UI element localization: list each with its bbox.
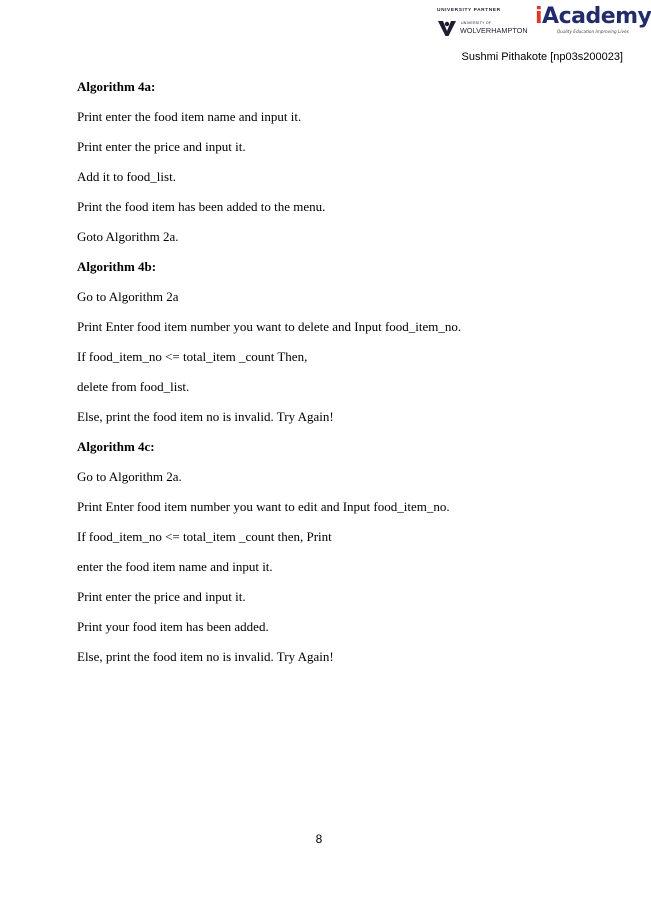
algorithm-line: Print enter the food item name and input it. xyxy=(77,109,302,124)
document-body xyxy=(77,79,577,679)
algorithm-line: Print enter the price and input it. xyxy=(77,139,246,154)
algorithm-line: Print the food item has been added to the menu. xyxy=(77,199,326,214)
wolverhampton-emblem-icon xyxy=(437,19,457,37)
algorithm-line: enter the food item name and input it. xyxy=(77,559,273,574)
algorithm-line: Add it to food_list. xyxy=(77,169,176,184)
section-heading: Algorithm 4b: xyxy=(77,259,157,274)
university-partner-logo xyxy=(437,8,533,40)
algorithm-line: Goto Algorithm 2a. xyxy=(77,229,179,244)
page-number: 8 xyxy=(315,832,323,846)
university-name: WOLVERHAMPTON xyxy=(460,26,528,35)
algorithm-line: Else, print the food item no is invalid. Try Again! xyxy=(77,649,334,664)
iacademy-tagline: Quality Education Improving Lives xyxy=(557,29,629,34)
algorithm-4a-section xyxy=(77,79,577,244)
algorithm-line: If food_item_no <= total_item _count Then, xyxy=(77,349,308,364)
algorithm-line: Print Enter food item number you want to edit and Input food_item_no. xyxy=(77,499,450,514)
algorithm-line: Print Enter food item number you want to delete and Input food_item_no. xyxy=(77,319,462,334)
algorithm-4b-section xyxy=(77,259,577,424)
algorithm-line: Go to Algorithm 2a. xyxy=(77,469,182,484)
iacademy-i: i xyxy=(535,4,543,29)
author-line: Sushmi Pithakote [np03s200023] xyxy=(461,51,623,63)
section-heading: Algorithm 4c: xyxy=(77,439,155,454)
iacademy-word: Academy xyxy=(542,4,651,29)
algorithm-line: Print enter the price and input it. xyxy=(77,589,246,604)
algorithm-line: Go to Algorithm 2a xyxy=(77,289,179,304)
algorithm-line: delete from food_list. xyxy=(77,379,190,394)
iacademy-logo xyxy=(535,4,651,40)
iacademy-wordmark xyxy=(535,4,651,29)
algorithm-line: If food_item_no <= total_item _count then, Print xyxy=(77,529,332,544)
algorithm-line: Print your food item has been added. xyxy=(77,619,269,634)
section-heading: Algorithm 4a: xyxy=(77,79,156,94)
university-of-label: UNIVERSITY OF xyxy=(461,21,492,25)
algorithm-4c-section xyxy=(77,439,577,664)
partner-label: UNIVERSITY PARTNER xyxy=(437,8,501,13)
algorithm-line: Else, print the food item no is invalid. Try Again! xyxy=(77,409,334,424)
